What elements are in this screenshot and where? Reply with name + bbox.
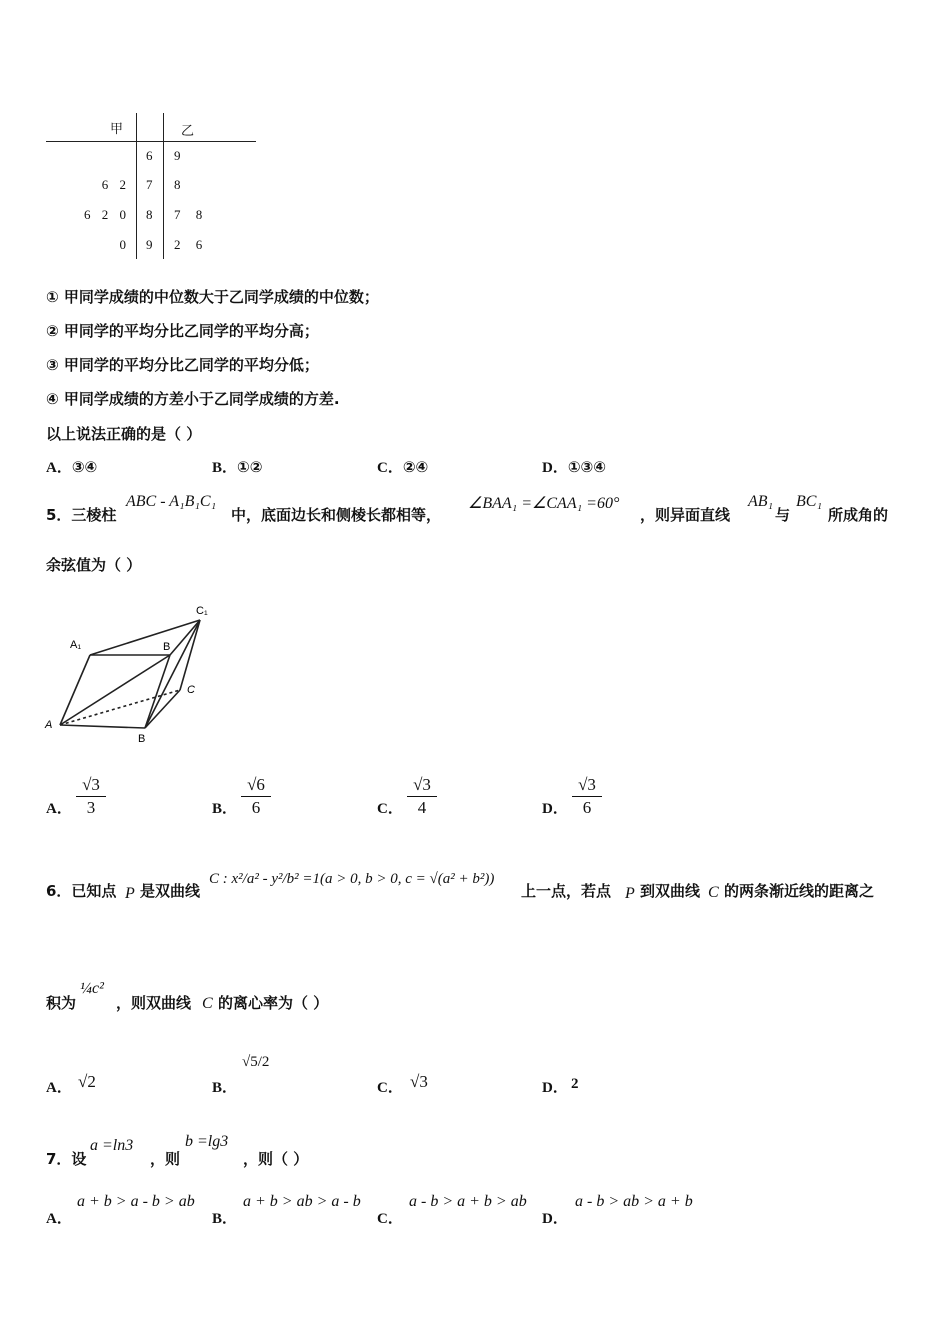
edge-a-b xyxy=(60,725,145,728)
q4-prompt: 以上说法正确的是（ ） xyxy=(46,425,202,443)
q6-option-d-letter[interactable]: D． xyxy=(542,1080,568,1096)
q6-option-d-value[interactable]: 2 xyxy=(571,1076,579,1092)
statement-1: ① 甲同学成绩的中位数大于乙同学成绩的中位数； xyxy=(46,288,379,306)
q7-option-a-letter[interactable]: A． xyxy=(46,1211,72,1227)
q7-option-d-letter[interactable]: D． xyxy=(542,1211,568,1227)
prism-figure xyxy=(40,600,230,745)
edge-b-b1 xyxy=(145,655,170,728)
q6-option-a-value[interactable]: √2 xyxy=(78,1072,96,1091)
q5-option-b-value[interactable]: √6 6 xyxy=(241,775,271,818)
right-leaf: 9 xyxy=(174,148,189,163)
q5-text-e: 所成角的 xyxy=(828,506,889,524)
q6-option-c-value[interactable]: √3 xyxy=(410,1072,428,1091)
q7-a-math: a =ln3 xyxy=(90,1137,134,1154)
q5-option-d-letter[interactable]: D． xyxy=(542,801,568,817)
stem: 6 xyxy=(146,148,153,163)
stem: 8 xyxy=(146,207,153,222)
stem: 9 xyxy=(146,237,153,252)
header-yi: 乙 xyxy=(181,124,195,139)
q6-product-math: ¼c² xyxy=(80,980,104,997)
left-leaf: 6 2 xyxy=(101,177,126,192)
left-leaf: 6 2 0 xyxy=(84,207,126,222)
label-b1: B xyxy=(163,641,171,653)
header-jia: 甲 xyxy=(110,122,124,137)
q6-option-b-value[interactable]: √5/2 xyxy=(242,1054,270,1070)
statement-3: ③ 甲同学的平均分比乙同学的平均分低； xyxy=(46,356,319,374)
q6-option-a-letter[interactable]: A． xyxy=(46,1080,72,1096)
q6-c-math: C xyxy=(708,884,719,901)
q7-option-b-letter[interactable]: B． xyxy=(212,1211,238,1227)
q7-option-b-value[interactable]: a + b > ab > a - b xyxy=(243,1193,361,1210)
q6-text-c: 上一点，若点 xyxy=(521,882,612,900)
right-leaf: 8 xyxy=(174,177,181,192)
q6-number: 6．已知点 xyxy=(46,882,117,900)
q6-text-b: 是双曲线 xyxy=(140,882,201,900)
statement-4: ④ 甲同学成绩的方差小于乙同学成绩的方差. xyxy=(46,390,340,408)
q5-option-b-letter[interactable]: B． xyxy=(212,801,238,817)
q4-option-d[interactable]: D．①③④ xyxy=(542,458,606,476)
q6-text-d: 到双曲线 xyxy=(640,882,701,900)
stem: 7 xyxy=(146,177,153,192)
q6-line2-a: 积为 xyxy=(46,994,77,1012)
q6-p-math: P xyxy=(125,885,135,902)
table-divider-left xyxy=(136,113,137,259)
q5-option-a-value[interactable]: √3 3 xyxy=(76,775,106,818)
label-c1: C₁ xyxy=(196,605,208,617)
q6-c-math-2: C xyxy=(202,995,213,1012)
q7-number: 7．设 xyxy=(46,1150,87,1168)
q7-option-c-value[interactable]: a - b > a + b > ab xyxy=(409,1193,527,1210)
q4-option-c[interactable]: C．②④ xyxy=(377,458,429,476)
line-bc1 xyxy=(145,620,200,728)
line-ab1 xyxy=(60,655,170,725)
q5-option-c-letter[interactable]: C． xyxy=(377,801,403,817)
q5-prism-math: ABC - A₁B₁C₁ xyxy=(126,493,217,510)
label-a: A xyxy=(45,719,53,731)
q5-text-c: ，则异面直线 xyxy=(640,506,731,524)
q6-p-math-2: P xyxy=(625,885,635,902)
q5-ab1-math: AB₁ xyxy=(748,493,774,510)
label-b: B xyxy=(138,733,146,745)
right-leaf: 2 6 xyxy=(174,237,203,252)
q7-option-c-letter[interactable]: C． xyxy=(377,1211,403,1227)
q5-text-b: 中，底面边长和侧棱长都相等， xyxy=(231,506,442,524)
q5-option-d-value[interactable]: √3 6 xyxy=(572,775,602,818)
q5-option-c-value[interactable]: √3 4 xyxy=(407,775,437,818)
right-leaf: 7 8 xyxy=(174,207,203,222)
q5-angles-math: ∠BAA₁ =∠CAA₁ =60° xyxy=(468,495,620,512)
statement-2: ② 甲同学的平均分比乙同学的平均分高； xyxy=(46,322,319,340)
q4-option-a[interactable]: A．③④ xyxy=(46,458,98,476)
q7-b-math: b =lg3 xyxy=(185,1133,229,1150)
q6-option-b-letter[interactable]: B． xyxy=(212,1080,238,1096)
q6-line2-c: 的离心率为（ ） xyxy=(218,994,329,1012)
label-a1: A₁ xyxy=(70,639,82,651)
edge-a-a1 xyxy=(60,655,90,725)
q7-option-a-value[interactable]: a + b > a - b > ab xyxy=(77,1193,195,1210)
left-leaf: 0 xyxy=(119,237,126,252)
q6-text-e: 的两条渐近线的距离之 xyxy=(724,882,875,900)
q5-line2: 余弦值为（ ） xyxy=(46,556,142,574)
q5-number: 5．三棱柱 xyxy=(46,506,117,524)
q6-option-c-letter[interactable]: C． xyxy=(377,1080,403,1096)
q7-text-c: ，则（ ） xyxy=(243,1150,309,1168)
q5-option-a-letter[interactable]: A． xyxy=(46,801,72,817)
edge-a1-c1 xyxy=(90,620,200,655)
q5-text-d: 与 xyxy=(775,506,791,524)
q5-bc1-math: BC₁ xyxy=(796,493,823,510)
q6-curve-math: C : x²/a² - y²/b² =1(a > 0, b > 0, c = √(a² + b²)) xyxy=(209,871,495,887)
q6-line2-b: ，则双曲线 xyxy=(116,994,192,1012)
table-header-line xyxy=(46,141,256,142)
label-c: C xyxy=(187,684,195,696)
table-divider-right xyxy=(163,113,164,259)
edge-b-c xyxy=(145,690,180,728)
q7-text-b: ，则 xyxy=(150,1150,181,1168)
q7-option-d-value[interactable]: a - b > ab > a + b xyxy=(575,1193,693,1210)
q4-option-b[interactable]: B．①② xyxy=(212,458,263,476)
